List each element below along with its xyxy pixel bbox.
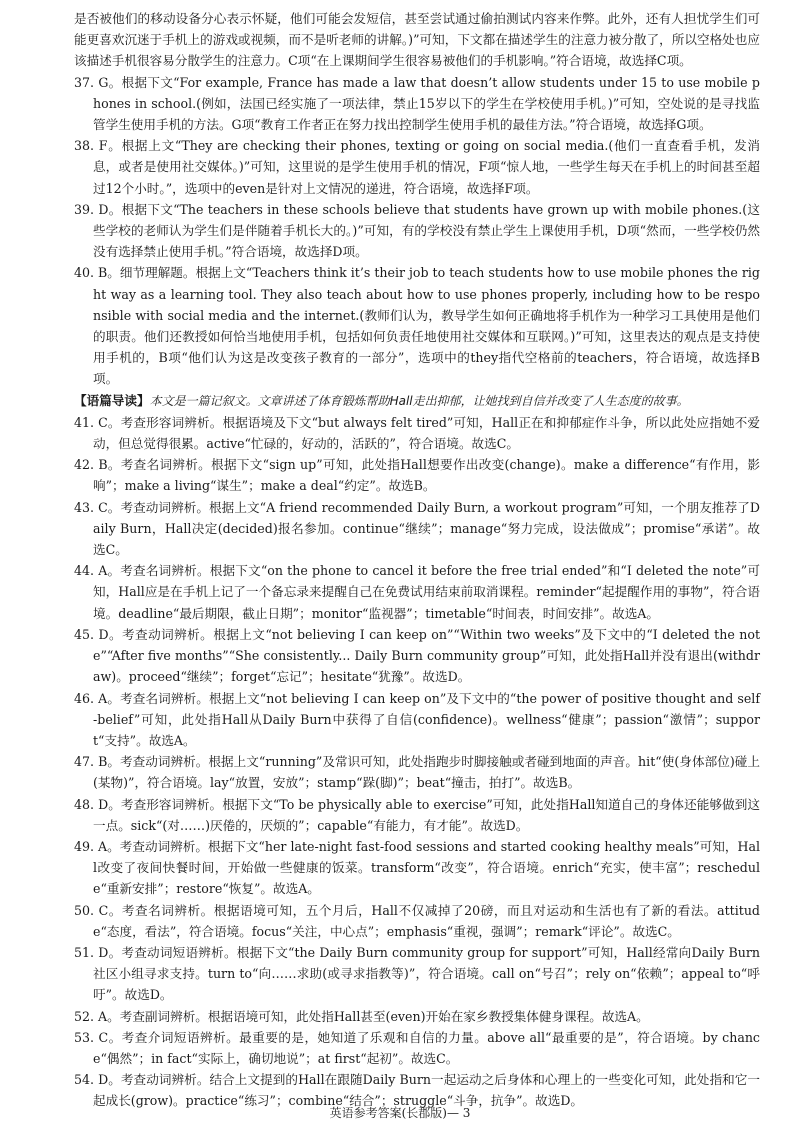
answer-explanation: 51. D。考查动词短语辨析。根据下文“the Daily Burn community group for support”可知，Hall经常向Daily Burn社区小组寻求支持。turn to“向……求助(或寻求指教等)”，符合语境。call on“号召”；rely on“依赖”；appeal to“呼吁”。故选D。 [74,944,760,1003]
answer-explanation: 44. A。考查名词辨析。根据下文“on the phone to cancel it before the free trial ended”和“I deleted the note”可知，Hall应是在手机上记了一个备忘录来提醒自己在免费试用结束前取消课程。reminder“起提醒作用的事物”，符合语境。deadline“最后期限，截止日期”；monitor“监视器”；timetable“时间表，时间安排”。故选A。 [74,563,760,621]
continued-explanation: 是否被他们的移动设备分心表示怀疑，他们可能会发短信，甚至尝试通过偷拍测试内容来作弊。此外，还有人担忧学生们可能更喜欢沉迷于手机上的游戏或视频，而不是听老师的讲解。)”可知，下文都在描述学生的注意力被分散了，所以空格处也应该描述手机很容易分散学生的注意力。C项“在上课期间学生很容易被他们的手机影响。”符合语境，故选择C项。 [74,11,760,69]
answer-explanation: 49. A。考查动词辨析。根据下文“her late-night fast-food sessions and started cooking healthy meals”可知，Hall改变了夜间快餐时间，开始做一些健康的饭菜。transform“改变”，符合语境。enrich“充实，使丰富”；reschedule“重新安排”；restore“恢复”。故选A。 [74,838,760,897]
answer-explanation: 52. A。考查副词辨析。根据语境可知，此处指Hall甚至(even)开始在家乡教授集体健身课程。故选A。 [74,1008,649,1024]
answer-explanation: 39. D。根据下文“The teachers in these schools believe that students have grown up with mobile phones.(这些学校的老师认为学生们是伴随着手机长大的。)”可知，有的学校没有禁止学生上课使用手机，D项“然而，一些学校仍然没有选择禁止使用手机。”符合语境，故选择D项。 [74,201,760,260]
answer-explanation: 37. G。根据下文“For example, France has made a law that doesn’t allow students under 15 to use mobile phones in school.(例如，法国已经实施了一项法律，禁止15岁以下的学生在学校使用手机。)”可知，空处说的是寻找监管学生使用手机的方法。G项“教育工作者正在努力找出控制学生使用手机的最佳方法。”符合语境，故选择G项。 [74,74,760,133]
answer-explanation: 50. C。考查名词辨析。根据语境可知，五个月后，Hall不仅减掉了20磅，而且对运动和生活也有了新的看法。attitude“态度，看法”，符合语境。focus“关注，中心点”；emphasis“重视，强调”；remark“评论”。故选C。 [74,902,760,939]
answer-explanation: 54. D。考查动词辨析。结合上文提到的Hall在跟随Daily Burn一起运动之后身体和心理上的一些变化可知，此处指和它一起成长(grow)。practice“练习”；combine“结合”；struggle“斗争，抗争”。故选D。 [74,1072,760,1109]
answer-explanation: 40. B。细节理解题。根据上文“Teachers think it’s their job to teach students how to use mobile phones the right way as a learning tool. They also teach about how to use phones properly, including how to be responsible with social media and the internet.(教师们认为，教导学生如何正确地将手机作为一种学习工具使用是他们的职责。他们还教授如何恰当地使用手机，包括如何负责任地使用社交媒体和互联网。)”可知，这里表达的观点是支持使用手机的，B项“他们认为这是改变孩子教育的一部分”，选项中的they指代空格前的teachers，符合语境，故选择B项。 [74,265,760,387]
answer-explanation: 45. D。考查动词辨析。根据上文“not believing I can keep on”“Within two weeks”及下文中的“I deleted the note”“After five months”“She consistently... Daily Burn community group”可知，此处指Hall并没有退出(withdraw)。proceed“继续”；forget“忘记”；hesitate“犹豫”。故选D。 [74,626,760,685]
answer-explanation: 41. C。考查形容词辨析。根据语境及下文“but always felt tired”可知，Hall正在和抑郁症作斗争，所以此处应指她不爱动，但总觉得很累。active“忙碌的，好动的，活跃的”，符合语境。故选C。 [74,414,760,452]
answer-content [74,8,760,1112]
answer-explanation: 42. B。考查名词辨析。根据下文“sign up”可知，此处指Hall想要作出改变(change)。make a difference“有作用，影响”；make a living“谋生”；make a deal“约定”。故选B。 [74,457,760,494]
reading-guide-tag: 【语篇导读】 [74,392,150,408]
answer-explanation: 46. A。考查名词辨析。根据上文“not believing I can keep on”及下文中的“the power of positive thought and self-belief”可知，此处指Hall从Daily Burn中获得了自信(confidence)。wellness“健康”；passion“激情”；support“支持”。故选A。 [74,690,760,748]
answer-explanation: 48. D。考查形容词辨析。根据下文“To be physically able to exercise”可知，此处指Hall知道自己的身体还能够做到这一点。sick“(对……)厌倦的，厌烦的”；capable“有能力，有才能”。故选D。 [74,796,760,833]
answer-explanation: 53. C。考查介词短语辨析。最重要的是，她知道了乐观和自信的力量。above all“最重要的是”，符合语境。by chance“偶然”；in fact“实际上，确切地说”；at first“起初”。故选C。 [74,1029,760,1066]
reading-guide-text: 本文是一篇记叙文。文章讲述了体育锻炼帮助Hall走出抑郁，让她找到自信并改变了人生态度的故事。 [149,393,689,408]
page-footer: 英语参考答案(长郡版)— 3 [329,1106,471,1120]
reading-guide [74,390,760,412]
answer-explanation: 47. B。考查动词辨析。根据上文“running”及常识可知，此处指跑步时脚接触或者碰到地面的声音。hit“使(身体部位)碰上(某物)”，符合语境。lay“放置，安放”；stamp“跺(脚)”；beat“撞击，拍打”。故选B。 [74,754,760,791]
answer-explanation: 38. F。根据上文“They are checking their phones, texting or going on social media.(他们一直查看手机，发消息，或者是使用社交媒体。)”可知，这里说的是学生使用手机的情况，F项“惊人地，一些学生每天在手机上的时间甚至超过12个小时。”，选项中的even是针对上文情况的递进，符合语境，故选择F项。 [74,138,760,196]
answer-explanation: 43. C。考查动词辨析。根据上文“A friend recommended Daily Burn, a workout program”可知，一个朋友推荐了Daily Burn，Hall决定(decided)报名参加。continue“继续”；manage“努力完成，设法做成”；promise“承诺”。故选C。 [74,499,760,558]
